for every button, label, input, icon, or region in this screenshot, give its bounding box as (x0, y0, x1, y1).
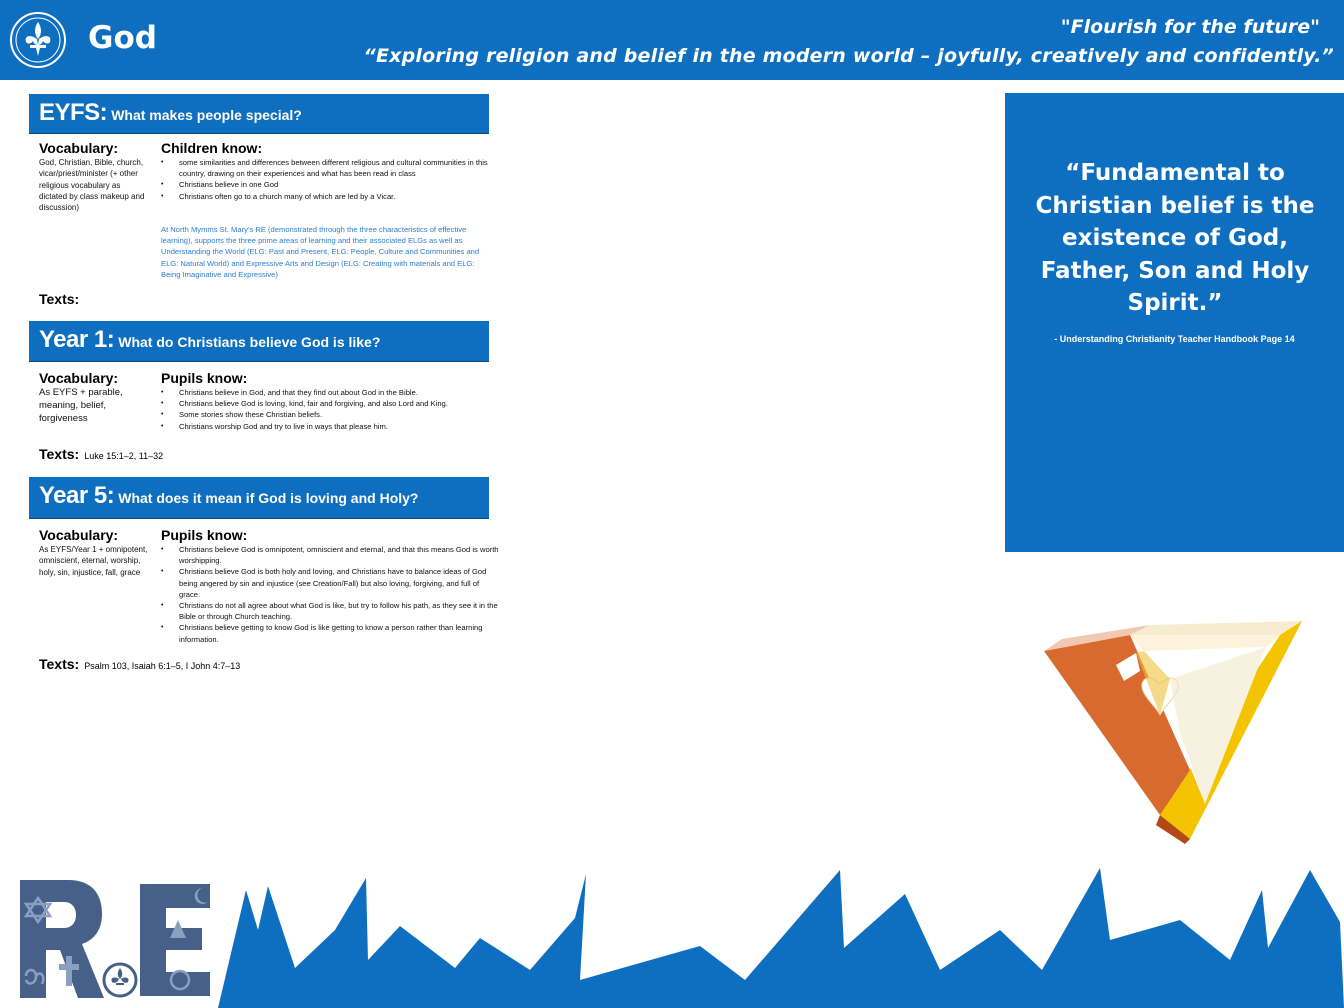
list-item: • Some stories show these Christian beliefs. (179, 409, 501, 420)
list-item: • Christians believe God is loving, kind, fair and forgiving, and also Lord and King. (179, 398, 501, 409)
knowledge-list (161, 157, 501, 202)
quote-text: “Fundamental to Christian belief is the existence of God, Father, Son and Holy Spirit.” (1035, 160, 1315, 316)
motto-line-2: “Exploring religion and belief in the modern world – joyfully, creatively and confidently.” (363, 45, 1334, 67)
vocabulary-label: Vocabulary: (39, 140, 119, 156)
list-item: • Christians believe in one God (179, 179, 501, 190)
knowledge-list (161, 387, 501, 432)
list-item: • Christians believe God is both holy and loving, and Christians have to balance ideas of God being angered by sin and injustice (see Creation/Fall) but also loving, forgiving, and full of grace. (179, 566, 501, 600)
section-question: What do Christians believe God is like? (118, 334, 381, 350)
know-label: Pupils know: (161, 527, 248, 543)
vocabulary-list: As EYFS/Year 1 + omnipotent, omniscient, eternal, worship, holy, sin, injustice, fall, grace (39, 545, 148, 577)
vocabulary-label: Vocabulary: (39, 370, 119, 386)
section-question: What makes people special? (111, 107, 302, 123)
year5-header (29, 477, 489, 519)
texts-label: Texts: (39, 291, 80, 307)
know-label: Pupils know: (161, 370, 248, 386)
list-item: • Christians believe getting to know God is like getting to know a person rather than learning information. (179, 622, 501, 644)
texts-value: Luke 15:1–2, 11–32 (84, 451, 164, 461)
list-item: • some similarities and differences between different religious and cultural communities in this country, drawing on their experiences and what has been read in class (179, 157, 501, 179)
list-item: • Christians worship God and try to live in ways that please him. (179, 421, 501, 432)
motto-line-1: "Flourish for the future" (1060, 16, 1320, 38)
vocabulary-label: Vocabulary: (39, 527, 119, 543)
quote-source: - Understanding Christianity Teacher Handbook Page 14 (1054, 334, 1295, 344)
list-item: • Christians do not all agree about what God is like, but try to follow his path, as they see it in the Bible or through Church teaching. (179, 600, 501, 622)
section-year: EYFS: (39, 99, 108, 126)
list-item: • Christians often go to a church many of which are led by a Vicar. (179, 191, 501, 202)
knowledge-list (161, 544, 501, 645)
texts-label: Texts: Psalm 103, Isaiah 6:1–5, I John 4:7–13 (39, 656, 241, 672)
header-bar (0, 0, 1344, 80)
year1-header (29, 321, 489, 362)
know-label: Children know: (161, 140, 263, 156)
school-badge-icon (10, 12, 66, 68)
section-year: Year 5: (39, 482, 115, 509)
impossible-triangle-heart-icon (1040, 583, 1305, 845)
texts-label: Texts: Luke 15:1–2, 11–32 (39, 446, 164, 462)
vocabulary-list: God, Christian, Bible, church, vicar/priest/minister (+ other religious vocabulary as dictated by class makeup and discussion) (39, 158, 145, 213)
texts-value: Psalm 103, Isaiah 6:1–5, I John 4:7–13 (84, 661, 241, 671)
page-title: God (88, 20, 157, 56)
quote-box (1005, 93, 1344, 552)
vocabulary-list: As EYFS + parable, meaning, belief, forgiveness (39, 387, 123, 424)
list-item: • Christians believe in God, and that they find out about God in the Bible. (179, 387, 501, 398)
re-logo-icon (20, 880, 214, 998)
section-year: Year 1: (39, 326, 115, 353)
list-item: • Christians believe God is omnipotent, omniscient and eternal, and that this means God is worth worshipping. (179, 544, 501, 566)
elg-note: At North Mymms St. Mary’s RE (demonstrated through the three characteristics of effective learning), supports the three prime areas of learning and their associated ELGs as well as Understanding the World (ELG: Past and Present, ELG: People, Culture and Communities and ELG: Natural World) and Expressive Arts and Design (ELG: Creating with materials and ELG: Being Imaginative and Expressive) (161, 225, 480, 279)
section-question: What does it mean if God is loving and Holy? (118, 490, 419, 506)
eyfs-header (29, 94, 489, 134)
